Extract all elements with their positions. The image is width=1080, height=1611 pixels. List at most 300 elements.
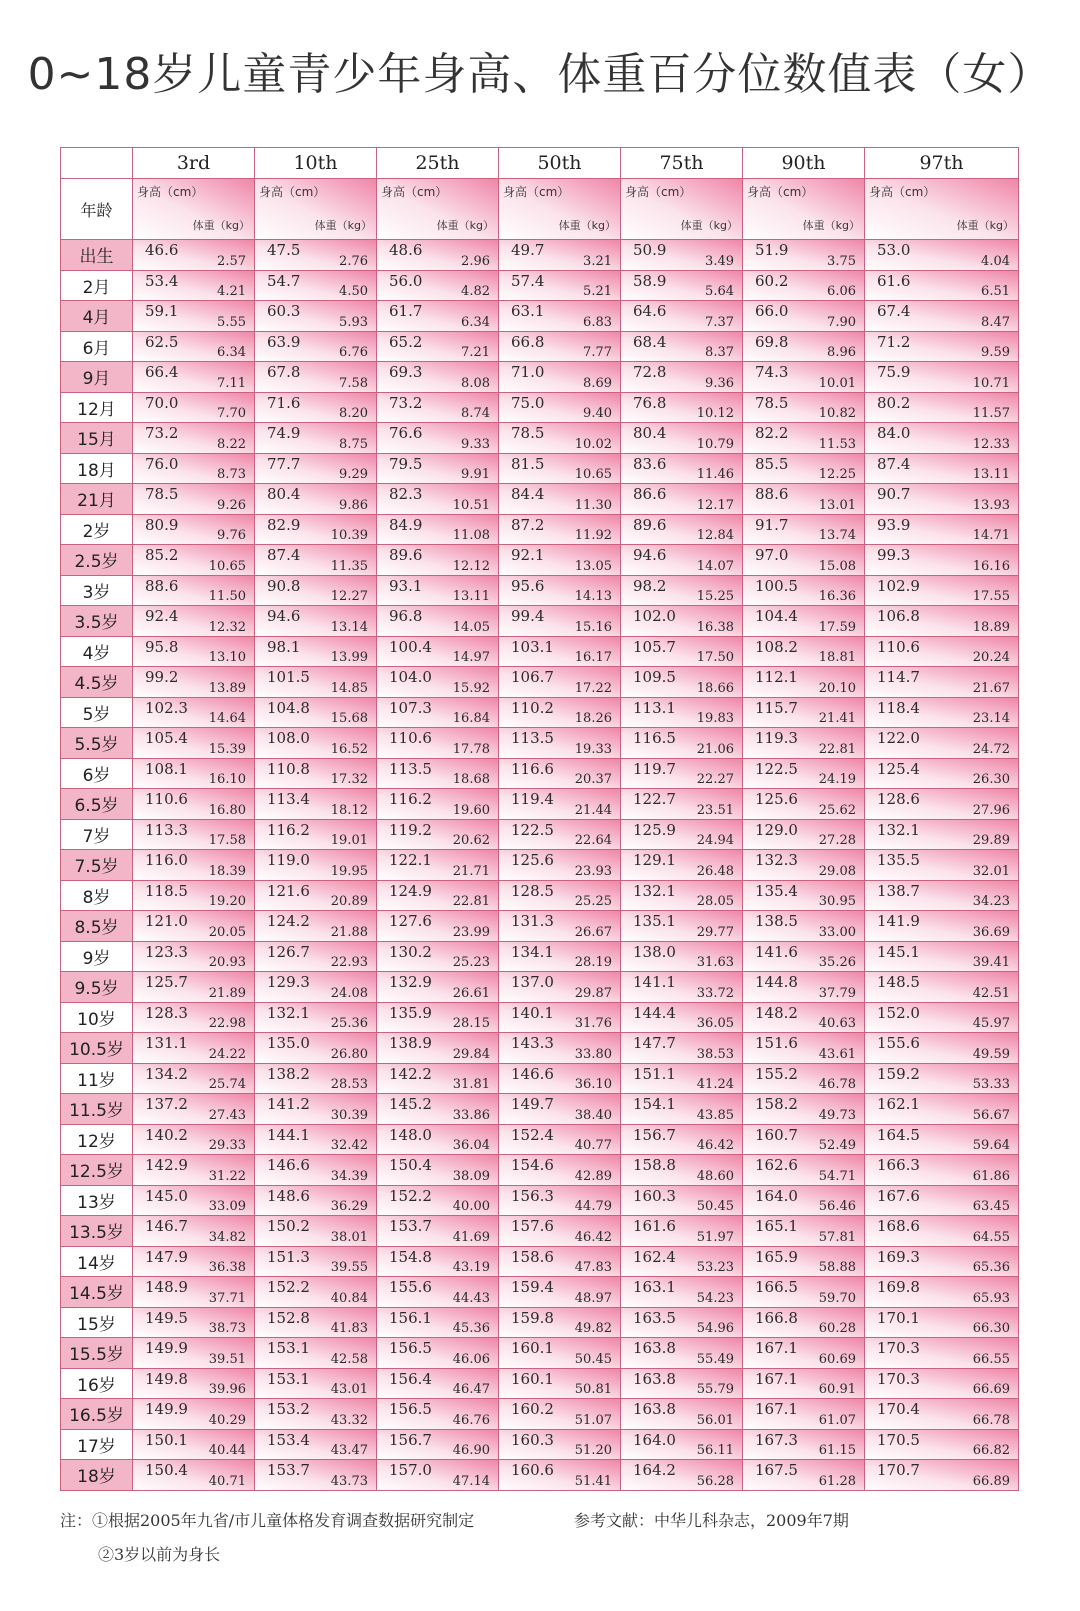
age-label: 出生: [61, 240, 133, 271]
value-cell: [255, 1094, 377, 1125]
unit-header-cell: [377, 179, 499, 240]
weight-value: 53.33: [972, 1077, 1010, 1092]
value-cell: [255, 636, 377, 667]
table-row: [61, 1124, 1019, 1155]
value-cell: [499, 1429, 621, 1460]
height-value: 119.7: [633, 759, 676, 778]
weight-value: 56.01: [696, 1412, 734, 1428]
height-value: 90.8: [267, 576, 301, 595]
weight-value: 10.39: [330, 528, 368, 543]
value-cell: [621, 1002, 743, 1033]
value-cell: [499, 819, 621, 850]
weight-value: 19.01: [330, 833, 368, 848]
value-cell: [743, 941, 865, 972]
table-row: [61, 301, 1019, 332]
height-value: 60.2: [755, 271, 789, 290]
age-label: 4岁: [61, 636, 133, 667]
height-value: 122.1: [389, 851, 432, 869]
height-value: 142.9: [145, 1156, 188, 1174]
weight-value: 15.92: [452, 680, 490, 696]
weight-value: 18.12: [330, 802, 368, 818]
height-value: 116.2: [267, 820, 310, 839]
weight-value: 12.17: [696, 497, 734, 513]
weight-value: 10.82: [818, 406, 856, 421]
value-cell: [865, 789, 1019, 820]
height-value: 138.0: [633, 942, 676, 961]
height-value: 113.5: [511, 729, 554, 747]
value-cell: [133, 1063, 255, 1094]
value-cell: [499, 911, 621, 942]
value-cell: [743, 362, 865, 393]
value-cell: [377, 972, 499, 1003]
weight-value: 13.93: [972, 497, 1010, 513]
table-row: [61, 1002, 1019, 1033]
value-cell: [499, 575, 621, 606]
weight-value: 48.60: [696, 1168, 734, 1184]
value-cell: [865, 392, 1019, 423]
weight-value: 13.11: [452, 589, 490, 604]
height-value: 98.2: [633, 576, 667, 595]
height-unit-label: 身高（cm）: [381, 185, 448, 199]
value-cell: [621, 697, 743, 728]
value-cell: [499, 240, 621, 271]
unit-header-cell: [743, 179, 865, 240]
value-cell: [255, 453, 377, 484]
weight-value: 27.28: [818, 833, 856, 848]
value-cell: [255, 1338, 377, 1369]
value-cell: [865, 1155, 1019, 1186]
value-cell: [621, 1399, 743, 1430]
value-cell: [621, 941, 743, 972]
height-value: 152.2: [267, 1278, 310, 1296]
height-value: 119.2: [389, 820, 432, 839]
height-value: 134.2: [145, 1064, 188, 1083]
weight-value: 19.95: [330, 863, 368, 879]
height-value: 104.8: [267, 698, 310, 717]
weight-value: 10.51: [452, 497, 490, 513]
height-value: 122.5: [511, 820, 554, 839]
weight-value: 20.62: [452, 833, 490, 848]
weight-value: 9.29: [339, 467, 368, 482]
value-cell: [499, 789, 621, 820]
value-cell: [621, 850, 743, 881]
height-value: 77.7: [267, 454, 301, 473]
age-column-header: 年龄: [61, 179, 133, 240]
height-value: 167.1: [755, 1369, 798, 1388]
height-value: 107.3: [389, 698, 432, 717]
table-row: [61, 1216, 1019, 1247]
weight-value: 54.23: [696, 1290, 734, 1306]
weight-value: 13.89: [208, 680, 246, 696]
height-value: 76.0: [145, 454, 179, 473]
weight-value: 5.64: [705, 284, 734, 299]
weight-value: 11.50: [208, 589, 246, 604]
value-cell: [255, 484, 377, 515]
height-value: 66.8: [511, 332, 545, 351]
height-value: 164.0: [755, 1186, 798, 1205]
weight-value: 33.72: [696, 985, 734, 1001]
value-cell: [621, 1185, 743, 1216]
height-value: 163.8: [633, 1400, 676, 1418]
age-label: 18月: [61, 453, 133, 484]
weight-value: 16.84: [452, 711, 490, 726]
height-value: 145.0: [145, 1186, 188, 1205]
weight-value: 51.41: [574, 1473, 612, 1489]
value-cell: [133, 1460, 255, 1491]
height-value: 154.1: [633, 1095, 676, 1113]
height-value: 166.8: [755, 1308, 798, 1327]
weight-unit-label: 体重（kg）: [680, 219, 738, 232]
value-cell: [377, 606, 499, 637]
weight-value: 19.83: [696, 711, 734, 726]
weight-value: 35.26: [818, 955, 856, 970]
height-value: 151.6: [755, 1034, 798, 1052]
height-value: 140.2: [145, 1125, 188, 1144]
value-cell: [499, 545, 621, 576]
value-cell: [865, 1002, 1019, 1033]
value-cell: [743, 1094, 865, 1125]
value-cell: [621, 1033, 743, 1064]
height-value: 74.3: [755, 363, 789, 381]
height-value: 122.0: [877, 729, 920, 747]
weight-value: 43.47: [330, 1443, 368, 1458]
weight-value: 66.82: [972, 1443, 1010, 1458]
value-cell: [377, 1307, 499, 1338]
height-value: 105.7: [633, 637, 676, 656]
height-value: 59.1: [145, 302, 179, 320]
value-cell: [377, 1002, 499, 1033]
height-value: 81.5: [511, 454, 545, 473]
weight-value: 10.01: [818, 375, 856, 391]
weight-value: 27.43: [208, 1107, 246, 1123]
height-value: 163.1: [633, 1278, 676, 1296]
value-cell: [377, 1277, 499, 1308]
value-cell: [377, 697, 499, 728]
age-label: 16岁: [61, 1368, 133, 1399]
value-cell: [377, 270, 499, 301]
table-row: [61, 636, 1019, 667]
weight-value: 57.81: [818, 1229, 856, 1245]
height-value: 92.1: [511, 546, 545, 564]
weight-value: 11.46: [696, 467, 734, 482]
weight-unit-label: 体重（kg）: [192, 219, 250, 232]
height-value: 58.9: [633, 271, 667, 290]
weight-value: 43.73: [330, 1473, 368, 1489]
weight-value: 29.08: [818, 863, 856, 879]
height-value: 141.2: [267, 1095, 310, 1113]
weight-value: 49.73: [818, 1107, 856, 1123]
table-row: [61, 240, 1019, 271]
age-label: 8岁: [61, 880, 133, 911]
weight-value: 5.93: [339, 314, 368, 330]
height-value: 125.6: [755, 790, 798, 808]
weight-value: 17.78: [452, 741, 490, 757]
percentile-header: 25th: [377, 148, 499, 179]
weight-value: 61.86: [972, 1168, 1010, 1184]
height-value: 162.4: [633, 1247, 676, 1266]
value-cell: [133, 1246, 255, 1277]
value-cell: [377, 1063, 499, 1094]
value-cell: [133, 880, 255, 911]
value-cell: [255, 392, 377, 423]
weight-value: 25.23: [452, 955, 490, 970]
age-label: 7岁: [61, 819, 133, 850]
weight-value: 6.83: [583, 314, 612, 330]
value-cell: [743, 1216, 865, 1247]
age-label: 2.5岁: [61, 545, 133, 576]
weight-value: 20.24: [972, 650, 1010, 665]
value-cell: [743, 423, 865, 454]
weight-value: 7.70: [217, 406, 246, 421]
value-cell: [133, 1002, 255, 1033]
height-value: 69.8: [755, 332, 789, 351]
height-value: 169.3: [877, 1247, 920, 1266]
weight-value: 18.26: [574, 711, 612, 726]
height-value: 113.4: [267, 790, 310, 808]
value-cell: [743, 1368, 865, 1399]
weight-value: 12.27: [330, 589, 368, 604]
value-cell: [377, 880, 499, 911]
value-cell: [377, 545, 499, 576]
weight-value: 28.19: [574, 955, 612, 970]
weight-value: 18.89: [972, 619, 1010, 635]
weight-value: 61.15: [818, 1443, 856, 1458]
height-value: 147.9: [145, 1247, 188, 1266]
height-value: 46.6: [145, 241, 179, 259]
value-cell: [499, 1094, 621, 1125]
table-row: [61, 697, 1019, 728]
weight-value: 13.14: [330, 619, 368, 635]
height-value: 122.5: [755, 759, 798, 778]
value-cell: [621, 728, 743, 759]
height-value: 152.0: [877, 1003, 920, 1022]
weight-value: 9.91: [461, 467, 490, 482]
percentile-header: 97th: [865, 148, 1019, 179]
value-cell: [865, 728, 1019, 759]
weight-value: 23.14: [972, 711, 1010, 726]
height-value: 104.0: [389, 668, 432, 686]
value-cell: [255, 301, 377, 332]
weight-value: 66.69: [972, 1382, 1010, 1397]
value-cell: [499, 1216, 621, 1247]
height-value: 113.5: [389, 759, 432, 778]
weight-value: 51.07: [574, 1412, 612, 1428]
height-value: 110.2: [511, 698, 554, 717]
value-cell: [865, 240, 1019, 271]
height-value: 63.9: [267, 332, 301, 351]
height-value: 128.6: [877, 790, 920, 808]
height-value: 160.6: [511, 1461, 554, 1479]
weight-value: 66.55: [972, 1351, 1010, 1367]
weight-value: 29.89: [972, 833, 1010, 848]
height-value: 159.8: [511, 1308, 554, 1327]
weight-value: 29.77: [696, 924, 734, 940]
height-value: 145.1: [877, 942, 920, 961]
value-cell: [621, 270, 743, 301]
height-value: 102.3: [145, 698, 188, 717]
weight-value: 36.05: [696, 1016, 734, 1031]
table-row: [61, 728, 1019, 759]
value-cell: [133, 819, 255, 850]
value-cell: [621, 1155, 743, 1186]
height-value: 170.7: [877, 1461, 920, 1479]
height-value: 161.6: [633, 1217, 676, 1235]
value-cell: [499, 697, 621, 728]
weight-value: 38.73: [208, 1321, 246, 1336]
weight-value: 34.82: [208, 1229, 246, 1245]
value-cell: [133, 484, 255, 515]
age-label: 12.5岁: [61, 1155, 133, 1186]
height-value: 127.6: [389, 912, 432, 930]
value-cell: [743, 1155, 865, 1186]
weight-value: 36.10: [574, 1077, 612, 1092]
weight-value: 28.15: [452, 1016, 490, 1031]
weight-value: 65.93: [972, 1290, 1010, 1306]
height-value: 141.1: [633, 973, 676, 991]
height-value: 135.9: [389, 1003, 432, 1022]
value-cell: [865, 1246, 1019, 1277]
height-value: 167.1: [755, 1400, 798, 1418]
value-cell: [499, 1063, 621, 1094]
height-value: 158.2: [755, 1095, 798, 1113]
weight-value: 4.04: [981, 253, 1010, 269]
weight-unit-label: 体重（kg）: [314, 219, 372, 232]
weight-value: 33.00: [818, 924, 856, 940]
weight-value: 15.39: [208, 741, 246, 757]
height-value: 62.5: [145, 332, 179, 351]
height-value: 132.3: [755, 851, 798, 869]
table-row: [61, 1399, 1019, 1430]
weight-value: 29.33: [208, 1138, 246, 1153]
weight-value: 28.53: [330, 1077, 368, 1092]
weight-value: 21.41: [818, 711, 856, 726]
height-value: 85.2: [145, 546, 179, 564]
value-cell: [133, 1185, 255, 1216]
height-value: 103.1: [511, 637, 554, 656]
value-cell: [865, 1216, 1019, 1247]
weight-value: 26.61: [452, 985, 490, 1001]
weight-value: 14.97: [452, 650, 490, 665]
weight-value: 9.59: [981, 345, 1010, 360]
value-cell: [377, 1124, 499, 1155]
weight-value: 9.86: [339, 497, 368, 513]
weight-value: 24.22: [208, 1046, 246, 1062]
weight-value: 51.20: [574, 1443, 612, 1458]
value-cell: [743, 1246, 865, 1277]
table-row: [61, 514, 1019, 545]
height-value: 48.6: [389, 241, 423, 259]
value-cell: [865, 1460, 1019, 1491]
weight-value: 2.76: [339, 253, 368, 269]
weight-value: 39.96: [208, 1382, 246, 1397]
weight-value: 4.50: [339, 284, 368, 299]
weight-value: 34.23: [972, 894, 1010, 909]
height-value: 50.9: [633, 241, 667, 259]
height-value: 129.3: [267, 973, 310, 991]
value-cell: [255, 1429, 377, 1460]
height-value: 170.3: [877, 1339, 920, 1357]
value-cell: [255, 575, 377, 606]
weight-value: 40.71: [208, 1473, 246, 1489]
value-cell: [865, 1429, 1019, 1460]
height-value: 138.5: [755, 912, 798, 930]
height-value: 135.0: [267, 1034, 310, 1052]
value-cell: [499, 1368, 621, 1399]
value-cell: [865, 911, 1019, 942]
value-cell: [743, 1399, 865, 1430]
value-cell: [865, 453, 1019, 484]
age-label: 12岁: [61, 1124, 133, 1155]
height-unit-label: 身高（cm）: [747, 185, 814, 199]
value-cell: [743, 667, 865, 698]
height-value: 90.7: [877, 485, 911, 503]
value-cell: [377, 484, 499, 515]
weight-value: 38.53: [696, 1046, 734, 1062]
height-value: 100.4: [389, 637, 432, 656]
height-unit-label: 身高（cm）: [259, 185, 326, 199]
weight-value: 10.65: [208, 558, 246, 574]
weight-value: 21.44: [574, 802, 612, 818]
weight-value: 43.19: [452, 1260, 490, 1275]
weight-value: 17.55: [972, 589, 1010, 604]
weight-value: 10.12: [696, 406, 734, 421]
value-cell: [743, 1429, 865, 1460]
value-cell: [377, 1094, 499, 1125]
value-cell: [865, 606, 1019, 637]
weight-value: 39.41: [972, 955, 1010, 970]
height-value: 97.0: [755, 546, 789, 564]
weight-value: 55.49: [696, 1351, 734, 1367]
height-value: 146.7: [145, 1217, 188, 1235]
weight-value: 39.55: [330, 1260, 368, 1275]
weight-value: 18.81: [818, 650, 856, 665]
height-value: 51.9: [755, 241, 789, 259]
age-label: 9月: [61, 362, 133, 393]
weight-value: 25.74: [208, 1077, 246, 1092]
height-value: 170.4: [877, 1400, 920, 1418]
height-value: 115.7: [755, 698, 798, 717]
height-value: 141.6: [755, 942, 798, 961]
value-cell: [621, 1460, 743, 1491]
weight-value: 15.16: [574, 619, 612, 635]
height-value: 160.7: [755, 1125, 798, 1144]
height-value: 142.2: [389, 1064, 432, 1083]
value-cell: [133, 270, 255, 301]
value-cell: [865, 697, 1019, 728]
height-value: 151.1: [633, 1064, 676, 1083]
value-cell: [255, 270, 377, 301]
weight-value: 14.85: [330, 680, 368, 696]
value-cell: [621, 606, 743, 637]
weight-value: 21.88: [330, 924, 368, 940]
height-value: 153.2: [267, 1400, 310, 1418]
height-value: 135.4: [755, 881, 798, 900]
value-cell: [743, 1124, 865, 1155]
height-value: 82.2: [755, 424, 789, 442]
height-value: 99.2: [145, 668, 179, 686]
value-cell: [499, 423, 621, 454]
weight-value: 13.05: [574, 558, 612, 574]
weight-value: 66.30: [972, 1321, 1010, 1336]
height-value: 131.3: [511, 912, 554, 930]
value-cell: [865, 270, 1019, 301]
height-value: 125.9: [633, 820, 676, 839]
height-value: 82.9: [267, 515, 301, 534]
age-label: 6月: [61, 331, 133, 362]
height-value: 75.0: [511, 393, 545, 412]
weight-value: 38.40: [574, 1107, 612, 1123]
value-cell: [499, 1460, 621, 1491]
